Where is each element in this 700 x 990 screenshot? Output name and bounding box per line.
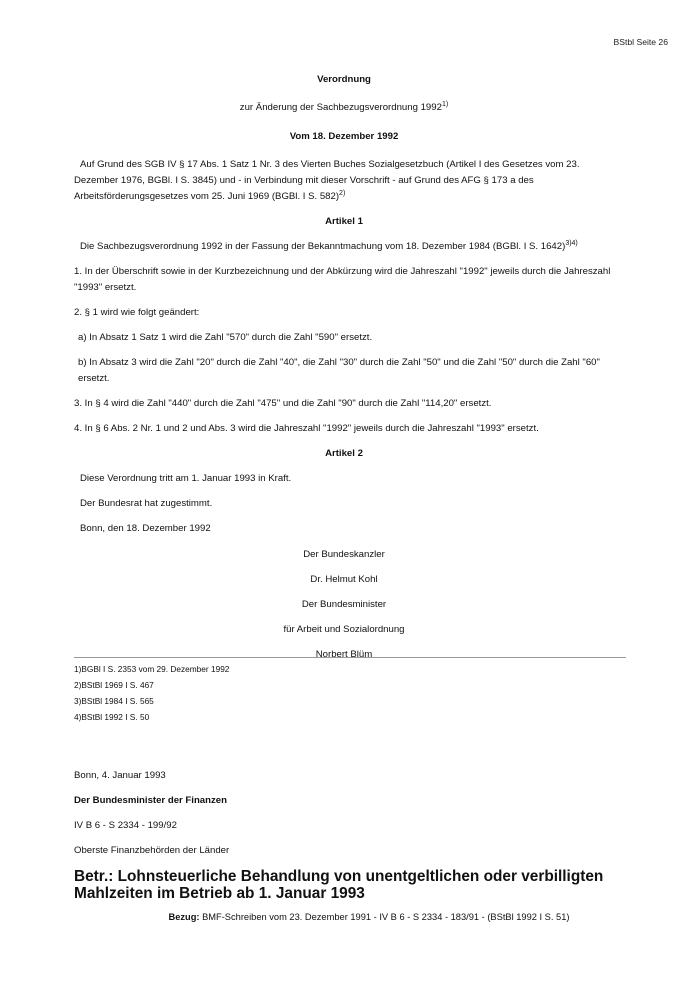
page-label: BStbl Seite 26 — [613, 37, 668, 47]
intro-footnote-ref: 2) — [339, 189, 346, 197]
footnote-item: 4)BStBl 1992 I S. 50 — [74, 712, 150, 722]
article2-line-3: Bonn, den 18. Dezember 1992 — [80, 523, 211, 534]
document-title: Verordnung — [317, 74, 371, 85]
subtitle-footnote-ref: 1) — [441, 100, 449, 108]
intro-paragraph — [74, 157, 614, 205]
signature-line-5: Norbert Blüm — [315, 649, 373, 660]
letter-section — [74, 768, 634, 922]
bezug-label: Bezug: — [168, 912, 200, 922]
letter-sender: Der Bundesminister der Finanzen — [74, 795, 227, 806]
article2-heading: Artikel 2 — [325, 448, 363, 459]
regulation-section — [74, 72, 614, 672]
letter-recipient: Oberste Finanzbehörden der Länder — [74, 845, 230, 856]
article1-item-3: 3. In § 4 wird die Zahl "440" durch die Zahl "475" und die Zahl "90" durch die Zahl "114,20" ersetzt. — [74, 398, 492, 409]
article1-item-4: 4. In § 6 Abs. 2 Nr. 1 und 2 und Abs. 3 wird die Jahreszahl "1992" jeweils durch die Jahreszahl "1993" ersetzt. — [74, 423, 539, 434]
footnote-item: 2)BStBl 1969 I S. 467 — [74, 680, 154, 690]
letter-subject: Betr.: Lohnsteuerliche Behandlung von unentgeltlichen oder verbilligten Mahlzeiten im Betrieb ab 1. Januar 1993 — [74, 868, 604, 902]
article2-line-1: Diese Verordnung tritt am 1. Januar 1993 in Kraft. — [80, 473, 292, 484]
article2-line-2: Der Bundesrat hat zugestimmt. — [80, 498, 213, 509]
signature-line-3: Der Bundesminister — [301, 599, 387, 610]
article1-heading: Artikel 1 — [325, 216, 363, 227]
signature-line-2: Dr. Helmut Kohl — [310, 574, 378, 585]
document-date: Vom 18. Dezember 1992 — [289, 131, 399, 142]
footnote-divider — [74, 657, 626, 658]
letter-place-date: Bonn, 4. Januar 1993 — [74, 770, 166, 781]
signature-line-4: für Arbeit und Sozialordnung — [283, 624, 405, 635]
article1-lead-text: Die Sachbezugsverordnung 1992 in der Fassung der Bekanntmachung vom 18. Dezember 1984 (BGBl. I S. 1642) — [80, 241, 566, 252]
subtitle-text: zur Änderung der Sachbezugsverordnung 1992 — [239, 102, 442, 113]
article1-lead-footnote-ref: 3)4) — [565, 239, 578, 247]
footnote-item: 3)BStBl 1984 I S. 565 — [74, 696, 154, 706]
intro-text: Auf Grund des SGB IV § 17 Abs. 1 Satz 1 Nr. 3 des Vierten Buches Sozialgesetzbuch (Artikel I des Gesetzes vom 23. Dezember 1976, BGBl. I S. 3845) und - in Verbindung mit dieser Vorschrift - auf Grund des AFG § 173 a des Arbeitsförderungsgesetzes vom 25. Juni 1969 (BGBl. I S. 582) — [74, 159, 580, 202]
signature-line-1: Der Bundeskanzler — [303, 549, 385, 560]
document-subtitle — [74, 100, 614, 116]
article1-item-1: 1. In der Überschrift sowie in der Kurzbezeichnung und der Abkürzung wird die Jahreszahl "1992" jeweils durch die Jahreszahl "1993" ersetzt. — [74, 266, 611, 293]
article1-item-2: 2. § 1 wird wie folgt geändert: — [74, 307, 200, 318]
bezug-text: BMF-Schreiben vom 23. Dezember 1991 - IV B 6 - S 2334 - 183/91 - (BStBl 1992 I S. 51) — [199, 912, 570, 922]
footnotes — [74, 661, 614, 725]
article1-item-2b: b) In Absatz 3 wird die Zahl "20" durch die Zahl "40", die Zahl "30" durch die Zahl "50" und die Zahl "50" durch die Zahl "60" ersetzt. — [78, 357, 600, 384]
letter-reference: IV B 6 - S 2334 - 199/92 — [74, 820, 177, 831]
article1-item-2a: a) In Absatz 1 Satz 1 wird die Zahl "570" durch die Zahl "590" ersetzt. — [78, 332, 373, 343]
article1-lead — [74, 239, 614, 255]
letter-bezug — [74, 912, 634, 922]
footnote-item: 1)BGBl I S. 2353 vom 29. Dezember 1992 — [74, 664, 230, 674]
